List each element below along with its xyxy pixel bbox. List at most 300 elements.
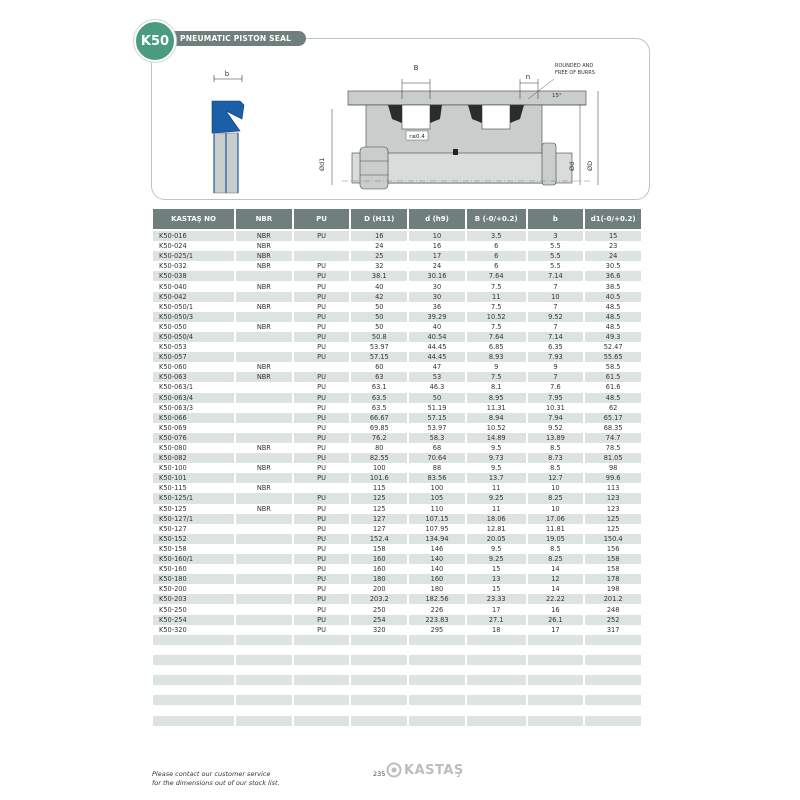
table-row [153,433,641,443]
table-cell: 57.15 [351,352,407,362]
table-cell: 40.54 [409,332,465,342]
table-row [153,493,641,503]
table-cell: PU [317,565,326,574]
table-row [153,302,641,312]
empty-cell [294,695,350,705]
table-cell: 9.52 [548,423,563,432]
angle-label: 15° [552,93,562,99]
table-body [153,231,641,736]
footer-note [152,770,332,788]
table-cell: 7.5 [490,302,502,311]
table-row [153,453,641,463]
table-cell [236,584,292,594]
table-cell: 6 [494,262,499,271]
empty-cell [467,655,526,665]
table-cell: 11 [467,292,526,302]
table-cell: 36.6 [585,271,641,281]
table-cell: 3.5 [467,231,526,241]
table-cell: NBR [236,372,292,382]
empty-cell [467,685,526,695]
empty-cell [294,685,350,695]
table-cell: 5.5 [550,262,561,271]
table-cell: 24 [432,262,442,271]
table-cell: 12.81 [486,524,506,533]
page-title: PNEUMATIC PISTON SEAL [180,34,292,43]
part-number-cell: K50-063 [153,372,234,382]
table-cell: 9 [553,363,558,372]
part-number-cell: K50-057 [153,352,234,362]
table-cell [236,342,292,352]
table-cell: 123 [606,504,620,513]
dimensions-table [151,209,643,736]
empty-cell [236,645,292,655]
table-cell: 7 [553,282,558,291]
empty-cell [409,655,465,665]
table-cell: 13.7 [467,473,526,483]
table-cell: 80 [375,444,384,453]
table-cell: 46.3 [429,383,445,392]
table-cell: 107.95 [425,524,449,533]
table-cell: 8.93 [467,352,526,362]
table-cell [236,524,292,534]
empty-cell [467,705,526,715]
dim-n-label: n [525,73,531,81]
part-number-cell: K50-063/4 [153,393,234,403]
table-row [153,332,641,342]
empty-cell [467,675,526,685]
table-cell: 68 [432,444,442,453]
table-row [153,322,641,332]
part-number-cell: K50-063/3 [159,403,194,412]
table-cell: 6.35 [548,343,563,352]
table-cell [236,352,292,362]
column-header: KASTAŞ NO [153,209,234,231]
table-cell: 20.05 [467,534,526,544]
series-badge: K50 [134,20,176,62]
empty-cell [467,665,526,675]
table-cell: 156 [606,544,620,553]
empty-cell [351,645,407,655]
table-row [153,413,641,423]
table-cell: 63.1 [371,383,387,392]
column-header: PU [294,209,350,231]
table-row [153,514,641,524]
empty-table-row [153,655,641,665]
table-cell: 7.94 [528,413,584,423]
table-cell [236,493,292,503]
table-cell: 22.22 [528,594,584,604]
column-header: NBR [236,209,292,231]
note-line1: ROUNDED AND [555,63,594,69]
part-number-cell: K50-180 [153,574,234,584]
empty-table-row [153,635,641,645]
table-cell [236,271,292,281]
empty-cell [236,655,292,665]
table-cell: 48.5 [605,322,621,331]
empty-table-row [153,645,641,655]
table-row [153,584,641,594]
table-cell [236,534,292,544]
empty-cell [585,726,641,736]
table-cell: 14 [551,565,560,574]
part-number-cell: K50-042 [153,292,234,302]
dim-b-label: b [224,70,230,78]
table-cell: 152.4 [351,534,407,544]
table-cell: 39.29 [409,312,465,322]
dim-d-label: Ød [568,161,576,171]
part-number-cell: K50-050/1 [159,302,194,311]
table-cell: PU [317,403,326,412]
table-cell: 7.14 [528,332,584,342]
table-cell: PU [294,514,350,524]
table-cell: 65.17 [585,413,641,423]
assembly-drawing [318,63,598,189]
table-cell: 7.6 [550,383,561,392]
table-cell: 140 [409,554,465,564]
table-cell: PU [317,322,326,331]
table-cell [236,382,292,392]
table-cell [236,423,292,433]
empty-cell [528,645,584,655]
empty-cell [409,635,465,645]
table-cell: 254 [351,615,407,625]
table-cell: 6 [467,251,526,261]
table-cell [236,615,292,625]
empty-cell [236,716,292,726]
part-number-cell: K50-025/1 [153,251,234,261]
table-cell: 42 [351,292,407,302]
table-cell: NBR [236,251,292,261]
table-row [153,393,641,403]
part-number-cell: K50-050 [159,322,187,331]
footer-note-line1: Please contact our customer service [152,770,271,778]
table-row [153,504,641,514]
empty-cell [528,655,584,665]
table-cell [236,433,292,443]
table-cell: 9.52 [528,312,584,322]
table-cell: 9 [494,363,499,372]
table-cell: 78.5 [605,444,621,453]
table-cell: PU [294,352,350,362]
empty-cell [528,675,584,685]
table-cell [236,544,292,554]
empty-table-row [153,695,641,705]
empty-cell [409,705,465,715]
table-cell: 30.16 [409,271,465,281]
column-header: b [528,209,584,231]
table-cell [236,453,292,463]
table-cell: 63.5 [351,393,407,403]
table-cell: 14.89 [467,433,526,443]
table-cell: 110 [430,504,444,513]
part-number-cell: K50-125/1 [153,493,234,503]
table-cell: 60 [375,363,384,372]
table-cell: PU [317,282,326,291]
table-cell: 9.5 [490,444,502,453]
table-row [153,463,641,473]
part-number-cell: K50-101 [153,473,234,483]
table-cell: 10 [551,484,560,493]
table-cell: 317 [606,625,620,634]
table-cell: 50 [375,322,384,331]
table-cell: PU [294,413,350,423]
empty-cell [467,645,526,655]
table-cell: 53 [409,372,465,382]
table-cell: NBR [256,484,271,493]
empty-cell [528,716,584,726]
empty-cell [153,716,234,726]
table-cell: 3 [528,231,584,241]
table-cell: 69.85 [369,423,389,432]
table-cell [294,251,350,261]
part-number-cell: K50-250 [159,605,187,614]
empty-cell [585,655,641,665]
part-number-cell: K50-200 [159,585,187,594]
table-cell: PU [294,534,350,544]
footer-note-line2: for the dimensions out of our stock list. [152,779,280,787]
part-number-cell: K50-152 [153,534,234,544]
table-cell: 30 [432,282,442,291]
table-cell: 16 [432,242,442,251]
table-cell: NBR [236,231,292,241]
table-cell: NBR [256,504,271,513]
table-cell: 5.5 [550,242,561,251]
table-cell: PU [294,493,350,503]
page-number: 235 [373,770,386,778]
table-cell: 100 [430,484,444,493]
part-number-cell: K50-080 [159,444,187,453]
table-cell: PU [317,302,326,311]
empty-cell [153,726,234,736]
empty-cell [294,645,350,655]
empty-cell [409,675,465,685]
table-cell: 6 [494,242,499,251]
empty-cell [351,726,407,736]
table-cell: PU [317,524,326,533]
table-cell: 7.64 [467,332,526,342]
empty-cell [409,695,465,705]
table-cell: 52.47 [603,343,623,352]
empty-cell [294,635,350,645]
table-cell: 57.15 [409,413,465,423]
table-cell: 83.56 [409,473,465,483]
table-cell: 158 [372,544,386,553]
table-row [153,554,641,564]
table-cell: 44.45 [427,343,447,352]
table-cell: 7.5 [490,282,502,291]
table-cell: 248 [606,605,620,614]
part-number-cell: K50-160/1 [153,554,234,564]
table-cell: PU [317,625,326,634]
table-cell: 125 [372,504,386,513]
table-cell: PU [317,383,326,392]
table-cell: PU [294,312,350,322]
dim-D-label: ØD [586,160,594,171]
table-cell: 50 [409,393,465,403]
table-cell: 125 [585,514,641,524]
empty-cell [409,665,465,675]
table-cell: 226 [430,605,444,614]
table-cell: NBR [256,322,271,331]
table-cell: 182.56 [409,594,465,604]
table-cell: NBR [256,444,271,453]
table-cell: 101.6 [351,473,407,483]
table-cell: 127 [372,524,386,533]
empty-cell [528,685,584,695]
table-cell: 51.19 [427,403,447,412]
empty-cell [409,716,465,726]
table-cell: 17 [492,605,501,614]
table-cell: PU [294,332,350,342]
empty-cell [585,685,641,695]
table-cell: 17 [551,625,560,634]
table-row [153,271,641,281]
table-cell: 15 [492,585,501,594]
table-cell: 140 [430,565,444,574]
table-cell: 36 [432,302,442,311]
table-row [153,372,641,382]
empty-cell [236,675,292,685]
part-number-cell: K50-125 [159,504,187,513]
table-cell: PU [317,585,326,594]
table-cell: 38.1 [351,271,407,281]
table-cell: 320 [372,625,386,634]
table-cell: 32 [375,262,384,271]
table-cell [236,625,292,635]
empty-cell [585,695,641,705]
table-cell: 24 [585,251,641,261]
table-cell: 53.97 [369,343,389,352]
table-cell: 113 [606,484,620,493]
table-cell: 105 [409,493,465,503]
table-cell: PU [294,271,350,281]
table-cell: 55.65 [585,352,641,362]
table-row [153,534,641,544]
part-number-cell: K50-254 [153,615,234,625]
table-cell [294,483,350,493]
empty-cell [236,635,292,645]
table-cell: 70.64 [409,453,465,463]
empty-cell [294,665,350,675]
table-row [153,604,641,614]
table-header-row [153,209,641,231]
table-row [153,342,641,352]
table-cell: NBR [256,262,271,271]
table-cell: 98 [608,464,618,473]
table-cell: 10 [409,231,465,241]
table-cell: 48.5 [605,302,621,311]
part-number-cell: K50-063/1 [159,383,194,392]
empty-cell [351,695,407,705]
table-cell: 115 [372,484,386,493]
table-cell: 7.93 [528,352,584,362]
part-number-cell: K50-016 [153,231,234,241]
empty-cell [153,705,234,715]
table-row [153,281,641,291]
part-number-cell: K50-158 [159,544,187,553]
table-cell: 30.5 [605,262,621,271]
table-cell: 53.97 [427,423,447,432]
table-cell [236,594,292,604]
table-cell [236,604,292,614]
table-cell: 16 [351,231,407,241]
empty-cell [236,685,292,695]
table-row [153,443,641,453]
table-cell: 203.2 [351,594,407,604]
empty-cell [294,716,350,726]
table-cell: NBR [256,302,271,311]
table-row [153,544,641,554]
table-cell: 180 [351,574,407,584]
empty-cell [467,695,526,705]
part-number-cell: K50-050/3 [153,312,234,322]
part-number-cell: K50-127 [159,524,187,533]
table-cell: PU [294,574,350,584]
empty-cell [409,726,465,736]
technical-drawing [152,39,651,201]
table-cell: 12 [528,574,584,584]
part-number-cell: K50-050/4 [153,332,234,342]
table-cell: NBR [256,363,271,372]
empty-cell [585,635,641,645]
table-cell: 15 [492,565,501,574]
table-cell: PU [294,433,350,443]
empty-table-row [153,685,641,695]
table-cell: 17 [409,251,465,261]
table-cell: 127 [351,514,407,524]
empty-table-row [153,665,641,675]
table-row [153,574,641,584]
table-cell: NBR [256,242,271,251]
table-cell [236,332,292,342]
empty-table-row [153,716,641,726]
table-cell: PU [294,473,350,483]
table-cell: PU [294,615,350,625]
empty-cell [153,655,234,665]
table-cell: 198 [606,585,620,594]
empty-cell [294,726,350,736]
table-cell: PU [294,231,350,241]
empty-cell [351,716,407,726]
table-cell: 66.67 [351,413,407,423]
table-cell: 88 [432,464,442,473]
table-cell: 58.5 [605,363,621,372]
part-number-cell: K50-127/1 [153,514,234,524]
table-cell [236,514,292,524]
empty-cell [351,685,407,695]
table-cell: 201.2 [585,594,641,604]
empty-table-row [153,705,641,715]
table-row [153,382,641,392]
table-cell: PU [317,262,326,271]
column-header: d (h9) [409,209,465,231]
part-number-cell: K50-160 [159,565,187,574]
table-cell: 160 [409,574,465,584]
table-cell: 99.6 [585,473,641,483]
table-cell: 8.95 [467,393,526,403]
table-cell: 160 [372,565,386,574]
table-cell: 8.5 [550,544,561,553]
table-cell: 9.5 [490,544,502,553]
empty-cell [236,705,292,715]
empty-cell [153,645,234,655]
table-cell: 74.7 [585,433,641,443]
radius-label: r≤0.4 [409,134,425,140]
table-cell: 8.25 [528,493,584,503]
table-cell: 23.33 [467,594,526,604]
table-cell: 9.73 [467,453,526,463]
column-header: d1(-0/+0.2) [585,209,641,231]
